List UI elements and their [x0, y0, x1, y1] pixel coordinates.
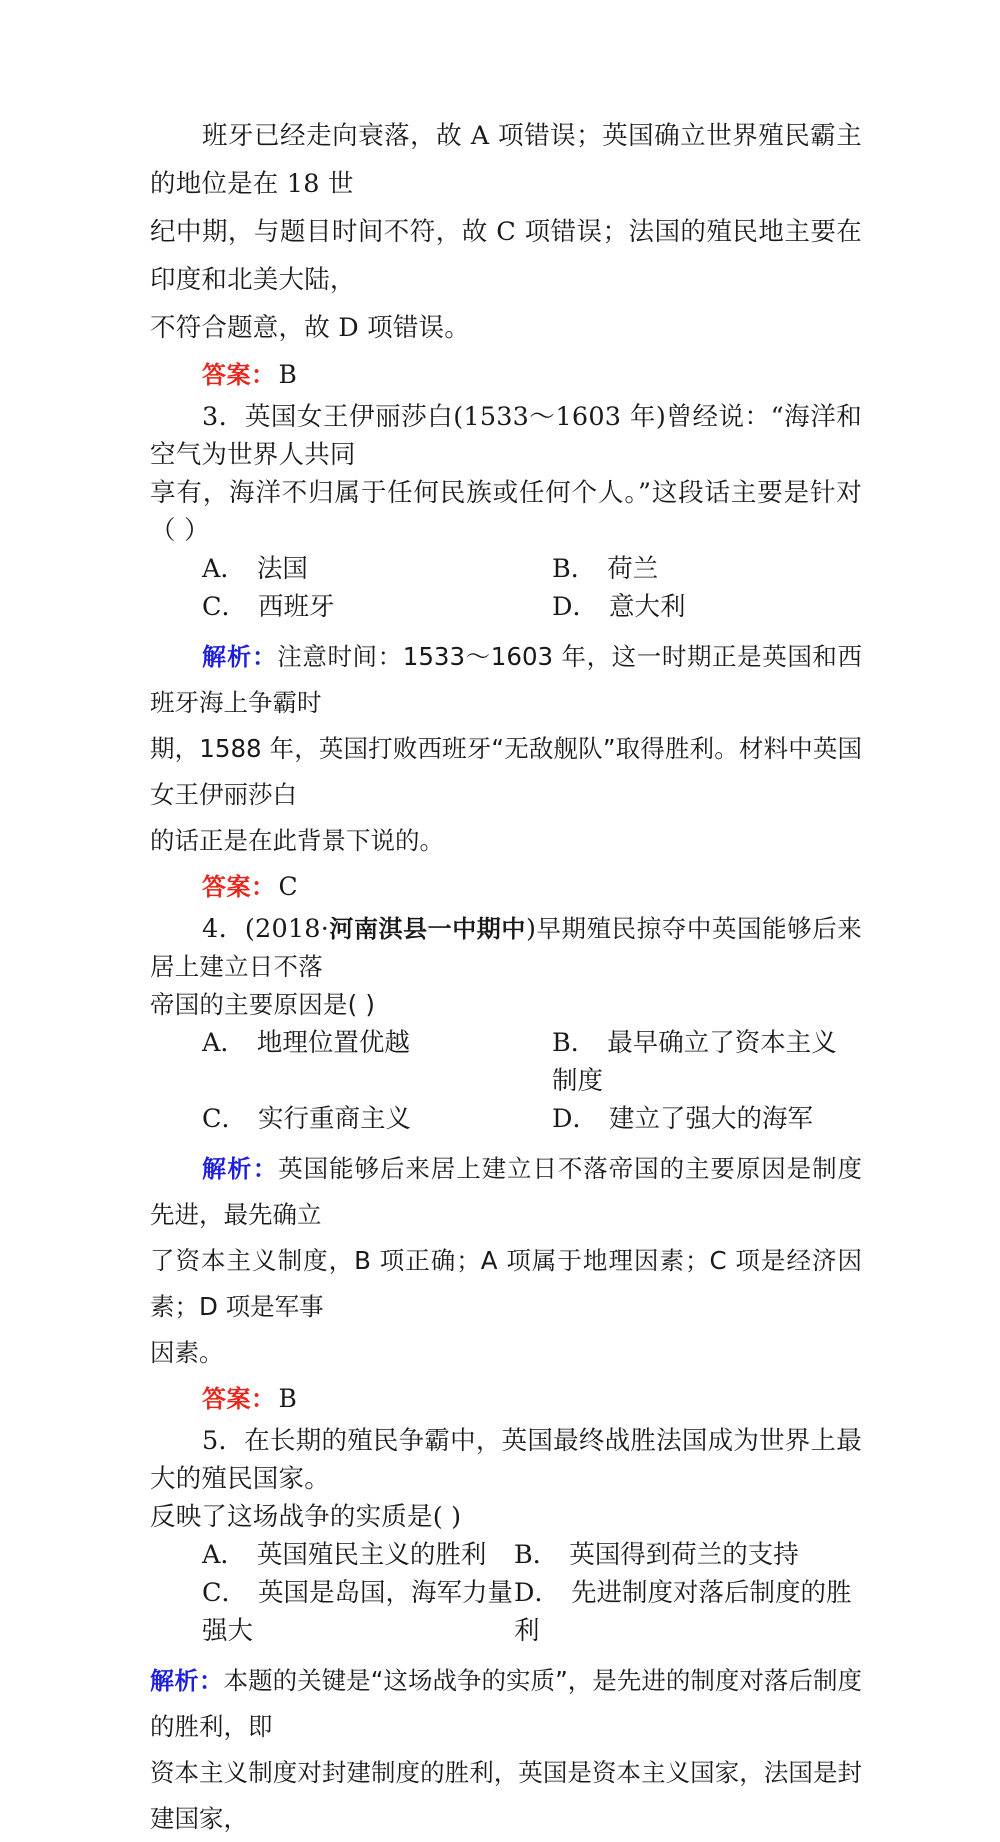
question-5-option-b[interactable] — [514, 1536, 862, 1574]
question-4-analysis-text-1: 英国能够后来居上建立日不落帝国的主要原因是制度先进，最先确立 — [150, 1154, 863, 1229]
answer-label: 答案： — [202, 361, 276, 389]
question-4-answer-value: B — [278, 1384, 297, 1413]
answer-line — [150, 352, 862, 398]
question-3-option-d[interactable] — [552, 588, 862, 626]
option-text-d: 先进制度对落后制度的胜利 — [514, 1578, 852, 1646]
option-letter-b: B． — [552, 1028, 597, 1058]
question-4-stem-line-2: 帝国的主要原因是( ) — [150, 990, 376, 1019]
question-4-option-row-2 — [150, 1100, 862, 1138]
question-3-analysis-line-1 — [150, 634, 862, 726]
question-3-stem-line-2: 享有，海洋不归属于任何民族或任何个人。”这段话主要是针对（ ） — [150, 478, 862, 546]
question-3-answer-value: C — [278, 872, 298, 901]
question-5-option-row-1 — [150, 1536, 862, 1574]
analysis-label: 解析： — [202, 1155, 279, 1183]
question-3-stem-text-1: 英国女王伊丽莎白(1533～1603 年)曾经说：“海洋和空气为世界人共同 — [150, 402, 862, 470]
question-4-analysis-line-3: 因素。 — [150, 1338, 224, 1367]
answer-value: B — [278, 360, 297, 389]
option-text-d: 意大利 — [608, 592, 686, 622]
option-text-c: 英国是岛国，海军力量强大 — [202, 1578, 514, 1646]
answer-label: 答案： — [202, 873, 276, 901]
question-5-analysis-text-1: 本题的关键是“这场战争的实质”，是先进的制度对落后制度的胜利，即 — [150, 1666, 863, 1741]
option-text-a: 地理位置优越 — [256, 1028, 410, 1058]
question-5-stem-line-1 — [150, 1422, 862, 1498]
option-letter-c: C． — [202, 1104, 248, 1134]
question-4-analysis-line-1 — [150, 1146, 862, 1238]
question-5-option-row-2 — [150, 1574, 862, 1650]
option-letter-b: B． — [552, 554, 597, 584]
option-letter-d: D． — [514, 1578, 560, 1608]
question-3-options — [150, 550, 862, 626]
question-4-stem-text-1: 早期殖民掠夺中英国能够后来居上建立日不落 — [150, 914, 862, 981]
option-text-d: 建立了强大的海军 — [608, 1104, 813, 1134]
question-3-option-row-2 — [150, 588, 862, 626]
continued-explanation-line-1: 班牙已经走向衰落，故 A 项错误；英国确立世界殖民霸主的地位是在 18 世 — [150, 121, 862, 199]
option-letter-b: B． — [514, 1540, 559, 1570]
option-text-b: 英国得到荷兰的支持 — [569, 1540, 799, 1570]
continued-explanation-line-2: 纪中期，与题目时间不符，故 C 项错误；法国的殖民地主要在印度和北美大陆， — [150, 217, 862, 295]
question-3-option-row-1 — [150, 550, 862, 588]
question-3-stem-line-1 — [150, 398, 862, 474]
option-text-b: 荷兰 — [607, 554, 659, 584]
question-3-analysis-line-3: 的话正是在此背景下说的。 — [150, 826, 444, 855]
option-letter-a: A． — [202, 1028, 246, 1058]
question-4-option-d[interactable] — [552, 1100, 862, 1138]
question-5 — [150, 1422, 862, 1842]
question-5-analysis-line-1 — [150, 1658, 862, 1750]
question-4-stem-line-1 — [150, 910, 862, 986]
option-letter-d: D． — [552, 1104, 598, 1134]
question-4-number: 4． — [202, 914, 245, 944]
option-text-c: 实行重商主义 — [258, 1104, 412, 1134]
question-3-answer-line — [150, 864, 862, 910]
option-letter-c: C． — [202, 1578, 248, 1608]
option-letter-a: A． — [202, 1540, 246, 1570]
option-text-c: 西班牙 — [258, 592, 335, 622]
question-4-source-close: ) — [525, 914, 537, 944]
continued-explanation-block — [150, 112, 862, 352]
option-text-a: 英国殖民主义的胜利 — [256, 1540, 487, 1570]
answer-block-previous — [150, 352, 862, 398]
question-4-source: 河南淇县一中期中 — [329, 915, 526, 943]
question-3-number: 3． — [202, 402, 245, 432]
question-5-option-d[interactable] — [514, 1574, 862, 1650]
question-5-stem-line-2: 反映了这场战争的实质是( ) — [150, 1502, 462, 1532]
analysis-label: 解析： — [150, 1667, 224, 1695]
option-text-a: 法国 — [256, 554, 308, 584]
question-4-option-b[interactable] — [552, 1024, 862, 1100]
question-4-option-c[interactable] — [202, 1100, 552, 1138]
question-4-answer-line — [150, 1376, 862, 1422]
question-4-options — [150, 1024, 862, 1138]
option-letter-c: C． — [202, 592, 248, 622]
question-5-number: 5． — [202, 1426, 245, 1456]
continued-explanation-line-3: 不符合题意，故 D 项错误。 — [150, 313, 470, 343]
question-4 — [150, 910, 862, 1422]
question-3 — [150, 398, 862, 910]
question-3-option-b[interactable] — [552, 550, 862, 588]
answer-label: 答案： — [202, 1385, 276, 1413]
question-5-options — [150, 1536, 862, 1650]
question-4-analysis-line-2: 了资本主义制度，B 项正确；A 项属于地理因素；C 项是经济因素；D 项是军事 — [150, 1246, 862, 1321]
question-4-option-a[interactable] — [202, 1024, 552, 1100]
question-5-option-c[interactable] — [202, 1574, 514, 1650]
question-5-option-a[interactable] — [202, 1536, 514, 1574]
question-3-analysis-line-2: 期，1588 年，英国打败西班牙“无敌舰队”取得胜利。材料中英国女王伊丽莎白 — [150, 734, 862, 809]
option-letter-a: A． — [202, 554, 246, 584]
option-text-b: 最早确立了资本主义制度 — [552, 1028, 837, 1096]
question-4-option-row-1 — [150, 1024, 862, 1100]
question-3-option-a[interactable] — [202, 550, 552, 588]
question-5-analysis-line-2: 资本主义制度对封建制度的胜利，英国是资本主义国家，法国是封建国家， — [150, 1758, 862, 1833]
option-letter-d: D． — [552, 592, 598, 622]
question-3-analysis-text-1: 注意时间：1533～1603 年，这一时期正是英国和西班牙海上争霸时 — [150, 642, 862, 717]
question-3-option-c[interactable] — [202, 588, 552, 626]
question-5-stem-text-1: 在长期的殖民争霸中，英国最终战胜法国成为世界上最大的殖民国家。 — [150, 1426, 862, 1494]
analysis-label: 解析： — [202, 643, 278, 671]
question-4-source-open: (2018· — [244, 914, 330, 944]
